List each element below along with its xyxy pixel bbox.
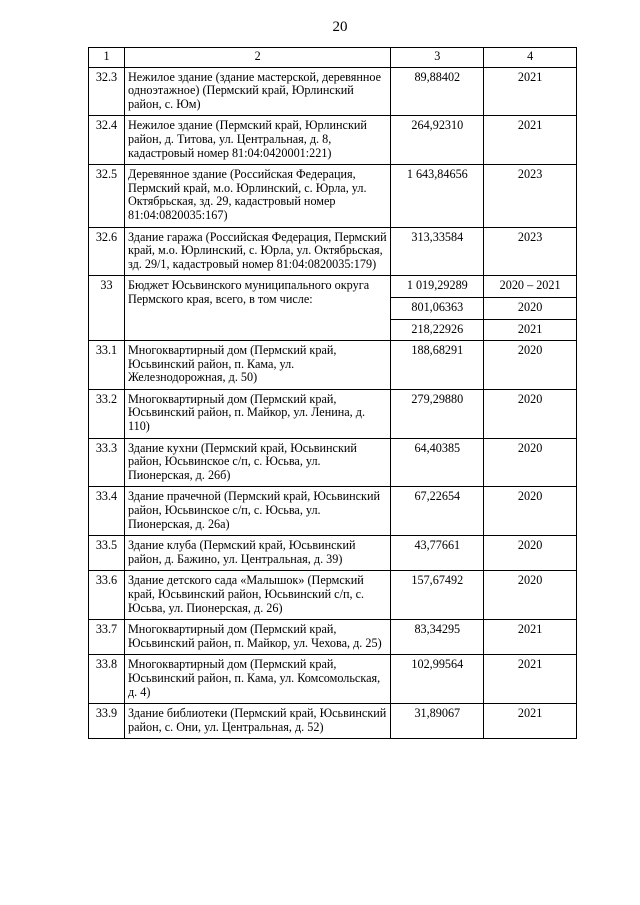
amount-value: 157,67492 xyxy=(391,571,484,620)
table-row xyxy=(89,487,577,536)
group-row xyxy=(89,276,577,298)
table-row xyxy=(89,655,577,704)
object-description: Нежилое здание (здание мастерской, деревянное одноэтажное) (Пермский край, Юрлинский район, с. Юм) xyxy=(124,67,390,116)
object-description: Здание гаража (Российская Федерация, Пермский край, м.о. Юрлинский, с. Юрла, ул. Октябрьская, зд. 29/1, кадастровый номер 81:04:0820035:179) xyxy=(124,227,390,276)
column-header: 4 xyxy=(484,48,577,68)
table-row xyxy=(89,67,577,116)
amount-value: 31,89067 xyxy=(391,704,484,739)
year-value: 2020 xyxy=(484,536,577,571)
year-value: 2021 xyxy=(484,704,577,739)
table-row xyxy=(89,438,577,487)
column-header: 3 xyxy=(391,48,484,68)
amount-value: 67,22654 xyxy=(391,487,484,536)
amount-value: 102,99564 xyxy=(391,655,484,704)
table-row xyxy=(89,165,577,227)
table-row xyxy=(89,571,577,620)
amount-value: 1 643,84656 xyxy=(391,165,484,227)
object-description: Многоквартирный дом (Пермский край, Юсьвинский район, п. Кама, ул. Комсомольская, д. 4) xyxy=(124,655,390,704)
object-description: Здание библиотеки (Пермский край, Юсьвинский район, с. Они, ул. Центральная, д. 52) xyxy=(124,704,390,739)
amount-value: 89,88402 xyxy=(391,67,484,116)
row-number: 33.2 xyxy=(89,389,125,438)
object-description: Здание клуба (Пермский край, Юсьвинский район, д. Бажино, ул. Центральная, д. 39) xyxy=(124,536,390,571)
row-number: 33.6 xyxy=(89,571,125,620)
object-description: Здание детского сада «Малышок» (Пермский край, Юсьвинский район, Юсьвинский с/п, с. Юсьва, ул. Пионерская, д. 26) xyxy=(124,571,390,620)
object-description: Здание прачечной (Пермский край, Юсьвинский район, Юсьвинское с/п, с. Юсьва, ул. Пионерская, д. 26а) xyxy=(124,487,390,536)
table-header-row xyxy=(89,48,577,68)
group-total-value: 1 019,29289 xyxy=(391,276,484,298)
group-subtotal-value: 218,22926 xyxy=(391,319,484,341)
row-number: 32.4 xyxy=(89,116,125,165)
page-number: 20 xyxy=(332,19,348,35)
group-description: Бюджет Юсьвинского муниципального округа Пермского края, всего, в том числе: xyxy=(124,276,390,341)
group-subtotal-year: 2020 xyxy=(484,297,577,319)
amount-value: 188,68291 xyxy=(391,341,484,390)
column-header: 1 xyxy=(89,48,125,68)
row-number: 33.8 xyxy=(89,655,125,704)
row-number: 32.5 xyxy=(89,165,125,227)
table-row xyxy=(89,389,577,438)
amount-value: 64,40385 xyxy=(391,438,484,487)
group-number: 33 xyxy=(89,276,125,341)
object-description: Многоквартирный дом (Пермский край, Юсьвинский район, п. Кама, ул. Железнодорожная, д. 50) xyxy=(124,341,390,390)
year-value: 2021 xyxy=(484,116,577,165)
row-number: 33.3 xyxy=(89,438,125,487)
object-description: Многоквартирный дом (Пермский край, Юсьвинский район, п. Майкор, ул. Ленина, д. 110) xyxy=(124,389,390,438)
year-value: 2020 xyxy=(484,487,577,536)
row-number: 33.1 xyxy=(89,341,125,390)
object-description: Здание кухни (Пермский край, Юсьвинский район, Юсьвинское с/п, с. Юсьва, ул. Пионерская, д. 26б) xyxy=(124,438,390,487)
table-row xyxy=(89,116,577,165)
amount-value: 279,29880 xyxy=(391,389,484,438)
table-row xyxy=(89,536,577,571)
year-value: 2023 xyxy=(484,165,577,227)
amount-value: 83,34295 xyxy=(391,620,484,655)
amount-value: 264,92310 xyxy=(391,116,484,165)
year-value: 2021 xyxy=(484,655,577,704)
budget-table xyxy=(88,47,577,739)
group-subtotal-value: 801,06363 xyxy=(391,297,484,319)
table-row xyxy=(89,227,577,276)
object-description: Нежилое здание (Пермский край, Юрлинский район, д. Титова, ул. Центральная, д. 8, кадастровый номер 81:04:0420001:221) xyxy=(124,116,390,165)
year-value: 2020 xyxy=(484,389,577,438)
row-number: 32.3 xyxy=(89,67,125,116)
table-row xyxy=(89,704,577,739)
group-subtotal-year: 2021 xyxy=(484,319,577,341)
object-description: Многоквартирный дом (Пермский край, Юсьвинский район, п. Майкор, ул. Чехова, д. 25) xyxy=(124,620,390,655)
amount-value: 313,33584 xyxy=(391,227,484,276)
group-total-years: 2020 – 2021 xyxy=(484,276,577,298)
year-value: 2021 xyxy=(484,67,577,116)
table-row xyxy=(89,341,577,390)
row-number: 32.6 xyxy=(89,227,125,276)
year-value: 2021 xyxy=(484,620,577,655)
column-header: 2 xyxy=(124,48,390,68)
row-number: 33.4 xyxy=(89,487,125,536)
year-value: 2020 xyxy=(484,341,577,390)
object-description: Деревянное здание (Российская Федерация, Пермский край, м.о. Юрлинский, с. Юрла, ул. Октябрьская, зд. 29, кадастровый номер 81:04:0820035:167) xyxy=(124,165,390,227)
row-number: 33.9 xyxy=(89,704,125,739)
year-value: 2020 xyxy=(484,438,577,487)
amount-value: 43,77661 xyxy=(391,536,484,571)
year-value: 2023 xyxy=(484,227,577,276)
year-value: 2020 xyxy=(484,571,577,620)
row-number: 33.7 xyxy=(89,620,125,655)
table-row xyxy=(89,620,577,655)
row-number: 33.5 xyxy=(89,536,125,571)
